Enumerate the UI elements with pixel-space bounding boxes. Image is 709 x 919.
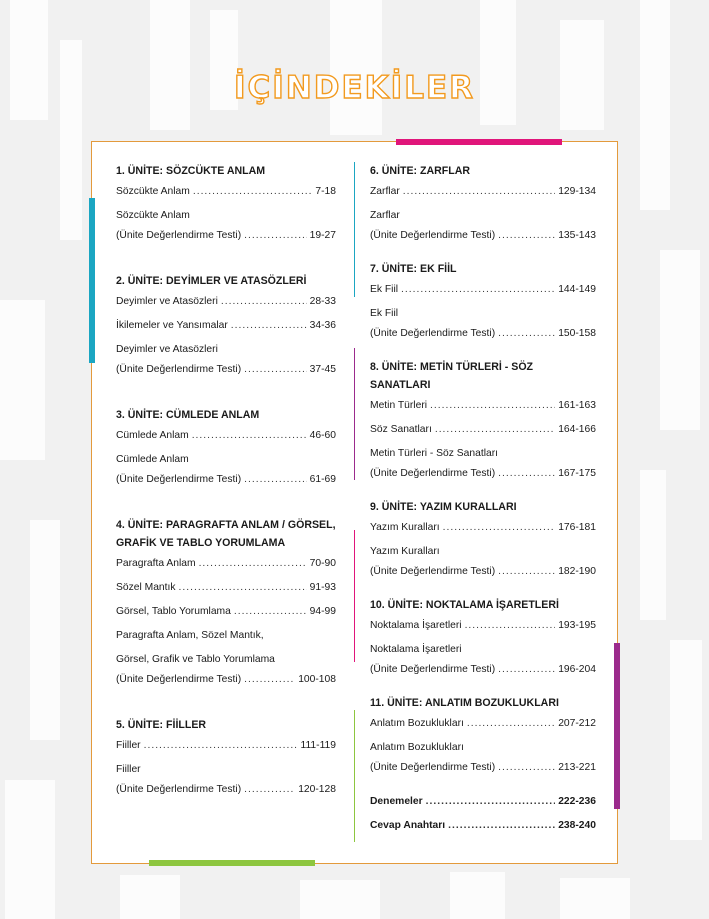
toc-entry[interactable] bbox=[370, 280, 596, 300]
entry-pages: 91-93 bbox=[309, 582, 336, 593]
entry-pages: 144-149 bbox=[558, 284, 596, 295]
entry-pages: 164-166 bbox=[558, 424, 596, 435]
entry-label: Cevap Anahtarı bbox=[370, 820, 446, 831]
entry-label-line: Deyimler ve Atasözleri bbox=[116, 344, 218, 355]
entry-pages: 238-240 bbox=[558, 820, 596, 831]
entry-label: (Ünite Değerlendirme Testi) bbox=[116, 674, 242, 685]
toc-entry[interactable] bbox=[116, 670, 336, 690]
toc-entry[interactable] bbox=[116, 292, 336, 312]
toc-entry[interactable] bbox=[370, 616, 596, 636]
unit-title: 4. ÜNİTE: PARAGRAFTA ANLAM / GÖRSEL, bbox=[116, 519, 336, 531]
entry-label: Fiiller bbox=[116, 740, 141, 751]
entry-label: (Ünite Değerlendirme Testi) bbox=[116, 474, 242, 485]
toc-entry[interactable] bbox=[370, 758, 596, 778]
toc-entry[interactable] bbox=[116, 470, 336, 490]
entry-pages: 94-99 bbox=[309, 606, 336, 617]
toc-entry[interactable] bbox=[116, 602, 336, 622]
entry-pages: 207-212 bbox=[558, 718, 596, 729]
entry-pages: 7-18 bbox=[315, 186, 336, 197]
toc-entry[interactable] bbox=[116, 182, 336, 202]
magenta-accent-bar bbox=[396, 139, 562, 145]
entry-pages: 161-163 bbox=[558, 400, 596, 411]
entry-label-line: Sözcükte Anlam bbox=[116, 210, 190, 221]
toc-entry[interactable] bbox=[370, 464, 596, 484]
toc-entry[interactable] bbox=[116, 426, 336, 446]
page-title: İÇİNDEKİLER bbox=[233, 70, 476, 106]
entry-label: (Ünite Değerlendirme Testi) bbox=[370, 328, 496, 339]
entry-label-line: Ek Fiil bbox=[370, 308, 399, 319]
unit-title: 3. ÜNİTE: CÜMLEDE ANLAM bbox=[116, 409, 260, 421]
toc-entry[interactable] bbox=[116, 360, 336, 380]
entry-pages: 193-195 bbox=[558, 620, 596, 631]
entry-pages: 196-204 bbox=[558, 664, 596, 675]
divider-purple bbox=[354, 348, 355, 480]
toc-entry[interactable] bbox=[370, 226, 596, 246]
entry-pages: 70-90 bbox=[309, 558, 336, 569]
left-column bbox=[116, 162, 336, 800]
toc-entry[interactable] bbox=[370, 396, 596, 416]
unit-title: 11. ÜNİTE: ANLATIM BOZUKLUKLARI bbox=[370, 697, 559, 709]
entry-label-line: Noktalama İşaretleri bbox=[370, 644, 462, 655]
right-column bbox=[370, 162, 596, 836]
entry-pages: 19-27 bbox=[309, 230, 336, 241]
entry-label: Söz Sanatları bbox=[370, 424, 432, 435]
entry-pages: 182-190 bbox=[558, 566, 596, 577]
toc-entry[interactable] bbox=[370, 182, 596, 202]
entry-pages: 61-69 bbox=[309, 474, 336, 485]
unit-title: 5. ÜNİTE: FİİLLER bbox=[116, 719, 207, 731]
entry-pages: 37-45 bbox=[309, 364, 336, 375]
divider-magenta bbox=[354, 530, 355, 662]
entry-pages: 213-221 bbox=[558, 762, 596, 773]
entry-label-line: Görsel, Grafik ve Tablo Yorumlama bbox=[116, 654, 275, 665]
entry-pages: 129-134 bbox=[558, 186, 596, 197]
unit-title: 2. ÜNİTE: DEYİMLER VE ATASÖZLERİ bbox=[116, 275, 307, 287]
toc-entry[interactable] bbox=[116, 316, 336, 336]
entry-label: (Ünite Değerlendirme Testi) bbox=[116, 230, 242, 241]
entry-pages: 111-119 bbox=[300, 740, 336, 751]
toc-entry-denemeler[interactable] bbox=[370, 792, 596, 812]
green-accent-bar bbox=[149, 860, 315, 866]
entry-label-line: Anlatım Bozuklukları bbox=[370, 742, 464, 753]
entry-label: (Ünite Değerlendirme Testi) bbox=[370, 566, 496, 577]
entry-label-line: Zarflar bbox=[370, 210, 400, 221]
entry-pages: 100-108 bbox=[298, 674, 336, 685]
entry-label: Denemeler bbox=[370, 796, 423, 807]
entry-label: Zarflar bbox=[370, 186, 400, 197]
unit-title: 6. ÜNİTE: ZARFLAR bbox=[370, 165, 471, 177]
unit-title: 7. ÜNİTE: EK FİİL bbox=[370, 263, 457, 275]
entry-label-line: Metin Türleri - Söz Sanatları bbox=[370, 448, 498, 459]
toc-entry[interactable] bbox=[370, 420, 596, 440]
toc-entry[interactable] bbox=[370, 660, 596, 680]
toc-entry[interactable] bbox=[116, 554, 336, 574]
entry-label: Görsel, Tablo Yorumlama bbox=[116, 606, 231, 617]
toc-entry[interactable] bbox=[370, 562, 596, 582]
entry-label-line: Yazım Kuralları bbox=[370, 546, 440, 557]
purple-accent-bar bbox=[614, 643, 620, 809]
toc-entry[interactable] bbox=[116, 578, 336, 598]
entry-label: İkilemeler ve Yansımalar bbox=[116, 320, 228, 331]
entry-label: Yazım Kuralları bbox=[370, 522, 440, 533]
entry-label: Paragrafta Anlam bbox=[116, 558, 196, 569]
entry-label: Metin Türleri bbox=[370, 400, 428, 411]
entry-label: Anlatım Bozuklukları bbox=[370, 718, 464, 729]
divider-green bbox=[354, 710, 355, 842]
entry-pages: 120-128 bbox=[298, 784, 336, 795]
entry-label: (Ünite Değerlendirme Testi) bbox=[370, 762, 496, 773]
unit-title-line2: GRAFİK VE TABLO YORUMLAMA bbox=[116, 537, 286, 549]
toc-entry[interactable] bbox=[116, 226, 336, 246]
entry-pages: 46-60 bbox=[309, 430, 336, 441]
entry-label-line: Paragrafta Anlam, Sözel Mantık, bbox=[116, 630, 264, 641]
entry-label: (Ünite Değerlendirme Testi) bbox=[370, 664, 496, 675]
entry-pages: 135-143 bbox=[558, 230, 596, 241]
unit-title: 1. ÜNİTE: SÖZCÜKTE ANLAM bbox=[116, 165, 266, 177]
teal-accent-bar bbox=[89, 198, 95, 363]
entry-label: (Ünite Değerlendirme Testi) bbox=[116, 364, 242, 375]
toc-entry[interactable] bbox=[116, 736, 336, 756]
entry-label: (Ünite Değerlendirme Testi) bbox=[370, 468, 496, 479]
entry-pages: 34-36 bbox=[309, 320, 336, 331]
divider-teal bbox=[354, 162, 355, 297]
toc-entry[interactable] bbox=[116, 780, 336, 800]
entry-label: Noktalama İşaretleri bbox=[370, 620, 462, 631]
unit-title: 8. ÜNİTE: METİN TÜRLERİ - SÖZ SANATLARI bbox=[370, 361, 534, 391]
entry-label: Sözel Mantık bbox=[116, 582, 176, 593]
unit-title: 9. ÜNİTE: YAZIM KURALLARI bbox=[370, 501, 517, 513]
toc-entry[interactable] bbox=[370, 714, 596, 734]
entry-label: (Ünite Değerlendirme Testi) bbox=[116, 784, 242, 795]
entry-label: Ek Fiil bbox=[370, 284, 399, 295]
entry-label: Sözcükte Anlam bbox=[116, 186, 190, 197]
unit-title: 10. ÜNİTE: NOKTALAMA İŞARETLERİ bbox=[370, 599, 559, 611]
entry-label: Deyimler ve Atasözleri bbox=[116, 296, 218, 307]
entry-label-line: Cümlede Anlam bbox=[116, 454, 189, 465]
toc-entry[interactable] bbox=[370, 518, 596, 538]
entry-pages: 167-175 bbox=[558, 468, 596, 479]
entry-label: Cümlede Anlam bbox=[116, 430, 189, 441]
toc-entry[interactable] bbox=[370, 324, 596, 344]
entry-pages: 176-181 bbox=[558, 522, 596, 533]
entry-label: (Ünite Değerlendirme Testi) bbox=[370, 230, 496, 241]
toc-entry-cevap-anahtari[interactable] bbox=[370, 816, 596, 836]
entry-label-line: Fiiller bbox=[116, 764, 141, 775]
entry-pages: 150-158 bbox=[558, 328, 596, 339]
entry-pages: 28-33 bbox=[309, 296, 336, 307]
entry-pages: 222-236 bbox=[558, 796, 596, 807]
